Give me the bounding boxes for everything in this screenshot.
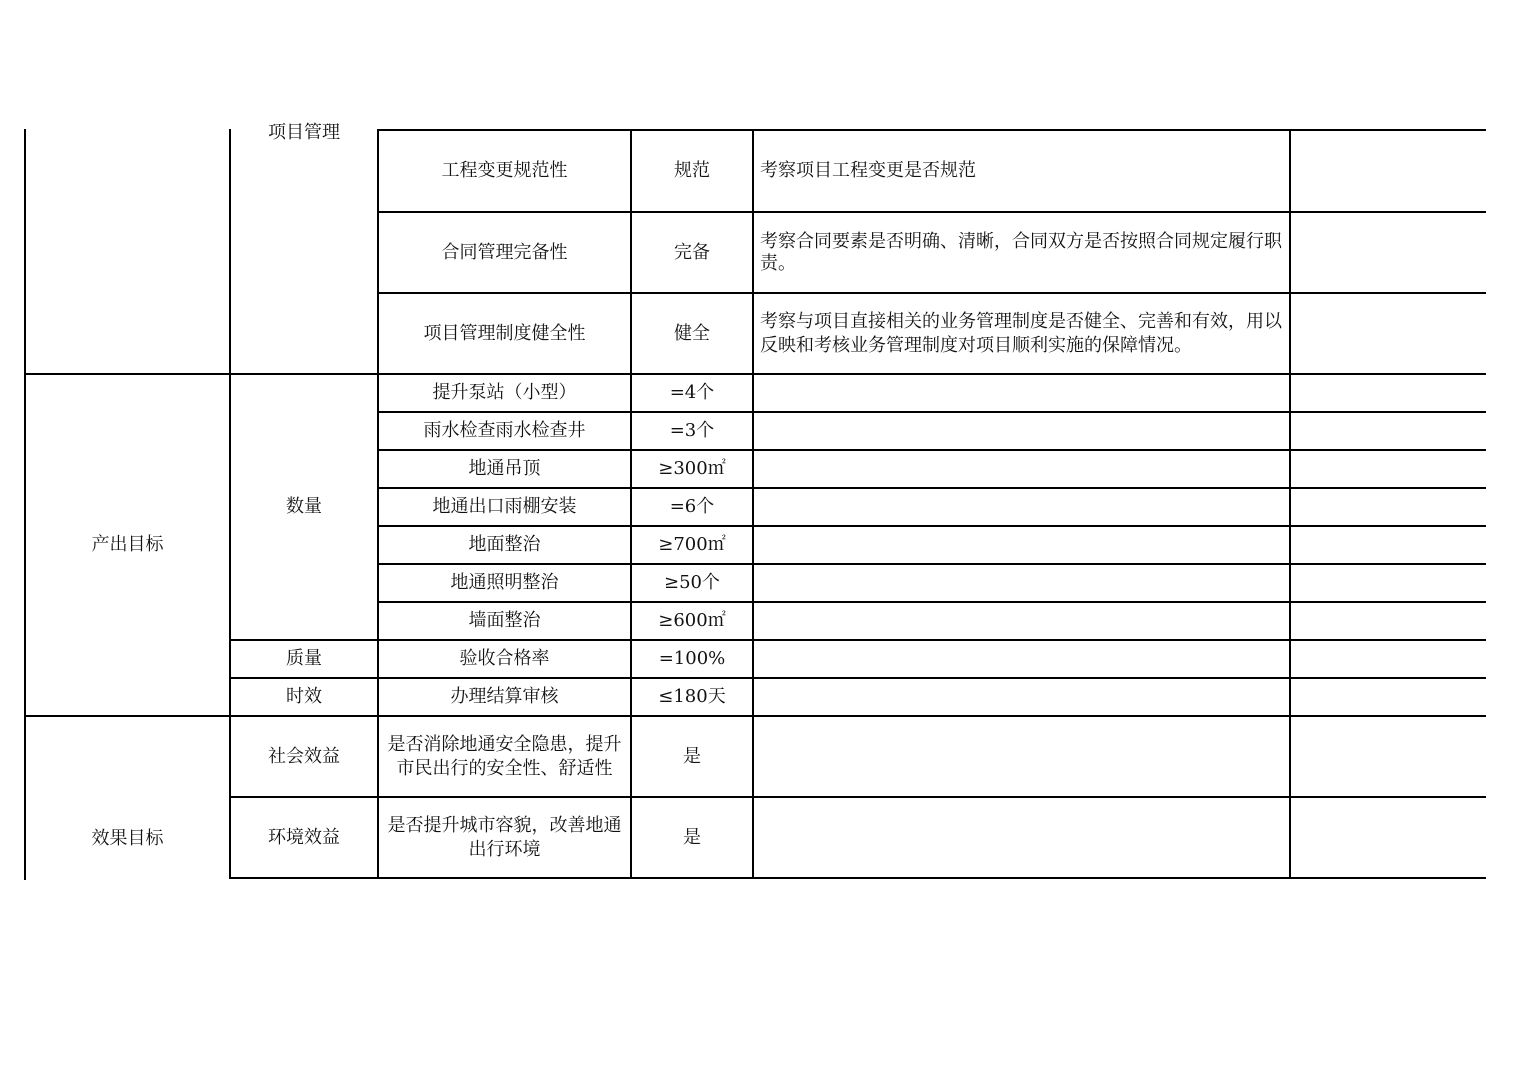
indicator-cell: 验收合格率 <box>459 648 550 669</box>
indicator-cell: 地通照明整治 <box>450 572 559 593</box>
target-cell: ≥50个 <box>664 572 720 593</box>
target-cell: 健全 <box>674 322 710 344</box>
indicator-cell: 提升泵站（小型） <box>432 382 577 403</box>
target-cell: =6个 <box>669 496 715 517</box>
grid-line <box>229 877 1486 879</box>
indicator-cell: 地通吊顶 <box>468 458 541 479</box>
cut-off-category-text: 项目管理 <box>268 122 340 142</box>
output-target-label: 产出目标 <box>91 534 164 555</box>
target-cell: 是 <box>683 826 701 848</box>
target-cell: ≥700㎡ <box>658 534 726 555</box>
score-cell <box>1291 213 1486 292</box>
indicator-cell: 雨水检查雨水检查井 <box>423 420 586 441</box>
description-cell: 考察与项目直接相关的业务管理制度是否健全、完善和有效，用以反映和考核业务管理制度对项目顺利实施的保障情况。 <box>760 310 1282 356</box>
description-cell: 考察合同要素是否明确、清晰，合同双方是否按照合同规定履行职责。 <box>760 230 1282 274</box>
target-cell: 完备 <box>674 241 710 263</box>
target-cell: =100% <box>658 648 726 669</box>
target-cell: =3个 <box>669 420 715 441</box>
cut-off-category-label <box>231 118 377 142</box>
target-cell: ≥300㎡ <box>658 458 726 479</box>
target-cell: 规范 <box>674 160 710 181</box>
effect-target-label: 效果目标 <box>91 828 164 849</box>
indicator-cell: 合同管理完备性 <box>441 241 568 263</box>
indicator-cell: 工程变更规范性 <box>441 160 568 181</box>
indicator-cell: 地通出口雨棚安装 <box>432 496 577 517</box>
target-cell: ≥600㎡ <box>658 610 726 631</box>
indicator-cell: 墙面整治 <box>468 610 541 631</box>
target-cell: ≤180天 <box>658 686 726 707</box>
timeliness-label: 时效 <box>286 686 322 707</box>
environment-benefit-label: 环境效益 <box>268 826 340 848</box>
score-cell <box>1291 294 1486 373</box>
target-cell: 是 <box>683 745 701 767</box>
indicator-cell: 是否消除地通安全隐患，提升市民出行的安全性、舒适性 <box>387 733 622 779</box>
indicator-cell: 办理结算审核 <box>450 686 559 707</box>
indicator-cell: 项目管理制度健全性 <box>423 322 586 344</box>
indicator-cell: 是否提升城市容貌，改善地通出行环境 <box>387 814 622 860</box>
quality-label: 质量 <box>286 648 322 669</box>
quantity-label: 数量 <box>286 496 322 517</box>
description-cell: 考察项目工程变更是否规范 <box>760 160 976 181</box>
score-cell <box>1291 131 1486 211</box>
indicator-cell: 地面整治 <box>468 534 541 555</box>
social-benefit-label: 社会效益 <box>268 745 340 767</box>
target-cell: =4个 <box>669 382 715 403</box>
